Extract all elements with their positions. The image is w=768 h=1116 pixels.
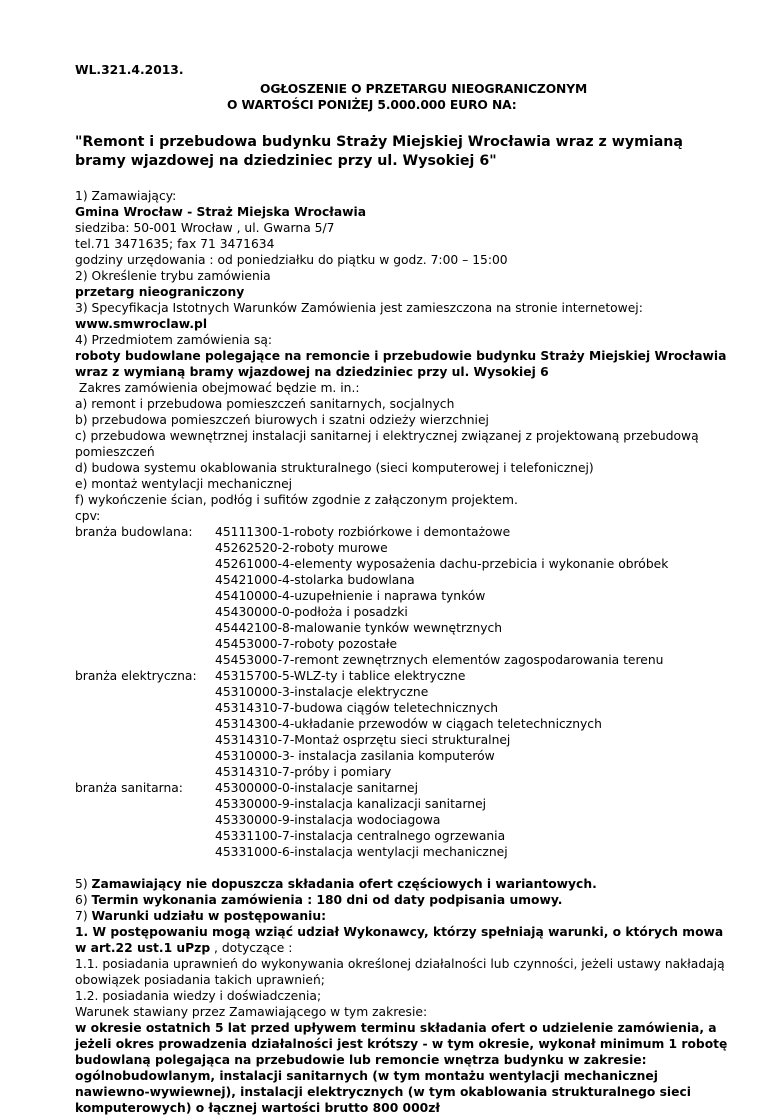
cpv-label: cpv: [75,509,101,523]
scope-item: e) montaż wentylacji mechanicznej [75,477,293,491]
condition-requirement: w okresie ostatnich 5 lat przed upływem terminu składania ofert o udzielenie zamówienia, a jeżeli okres prowadzenia działalności jest krótszy - w tym okresie, wykonał minimum 1 robotę budowlaną polegająca na przebudowie lub remoncie wnętrza budynku w zakresie: ogólnobudowlanym, instalacji sanitarnych (w tym montażu wentylacji mechanicznej nawiewno-wywiewnej), instalacji elektrycznych (w tym okablowania strukturalnego sieci komputerowych) o łącznej wartości brutto 800 000zł [75,1021,728,1115]
cpv-code: 45442100-8-malowanie tynków wewnętrznych [215,621,503,635]
section-4-heading: 4) Przedmiotem zamówienia są: [75,333,273,347]
cpv-code: 45331000-6-instalacja wentylacji mechanicznej [215,845,508,859]
cpv-code: 45314310-7-próby i pomiary [215,765,392,779]
cpv-code: 45261000-4-elementy wyposażenia dachu-przebicia i wykonanie obróbek [215,557,669,571]
condition-1-1: 1.1. posiadania uprawnień do wykonywania określonej działalności lub czynności, jeżeli ustawy nakładają obowiązek posiadania takich uprawnień; [75,957,725,987]
document-number: WL.321.4.2013. [75,63,184,77]
announcement-heading-line2: O WARTOŚCI PONIŻEJ 5.000.000 EURO NA: [227,98,517,112]
cpv-code: 45410000-4-uzupełnienie i naprawa tynków [215,589,486,603]
section-6 [75,892,735,908]
document-page [75,62,735,1116]
section-5-number: 5) [75,877,92,891]
cpv-code: 45421000-4-stolarka budowlana [215,573,415,587]
section-7-heading: Warunki udziału w postępowaniu: [91,909,327,923]
cpv-code: 45315700-5-WLZ-ty i tablice elektryczne [215,669,466,683]
cpv-group-sanitarna [75,780,735,860]
scope-item: d) budowa systemu okablowania strukturalnego (sieci komputerowej i telefonicznej) [75,461,594,475]
condition-requirement-intro: Warunek stawiany przez Zamawiającego w tym zakresie: [75,1005,428,1019]
cpv-code: 45453000-7-remont zewnętrznych elementów zagospodarowania terenu [215,653,664,667]
cpv-group-elektryczna [75,668,735,780]
completion-deadline: Termin wykonania zamówienia : 180 dni od daty podpisania umowy. [91,893,563,907]
participation-condition-intro: 1. W postępowaniu mogą wziąć udział Wykonawcy, którzy spełniają warunki, o których mowa w art.22 ust.1 uPzp [75,925,724,955]
cpv-code: 45330000-9-instalacja wodociagowa [215,813,441,827]
section-6-number: 6) [75,893,92,907]
cpv-code: 45111300-1-roboty rozbiórkowe i demontażowe [215,525,511,539]
contract-subject: roboty budowlane polegające na remoncie i przebudowie budynku Straży Miejskiej Wrocławia wraz z wymianą bramy wjazdowej na dziedziniec przy ul. Wysokiej 6 [75,349,727,379]
section-5 [75,876,735,892]
section-3 [75,300,735,332]
cpv-code: 45310000-3-instalacje elektryczne [215,685,429,699]
cpv-group-label: branża sanitarna: [75,781,183,795]
cpv-group-label: branża elektryczna: [75,669,197,683]
cpv-code: 45310000-3- instalacja zasilania komputerów [215,749,495,763]
cpv-code: 45314310-7-budowa ciągów teletechnicznych [215,701,499,715]
scope-list [75,396,735,508]
scope-item: f) wykończenie ścian, podłóg i sufitów zgodnie z załączonym projektem. [75,493,518,507]
cpv-code: 45330000-9-instalacja kanalizacji sanitarnej [215,797,487,811]
scope-item: c) przebudowa wewnętrznej instalacji sanitarnej i elektrycznej związanej z projektowaną przebudową pomieszczeń [75,429,699,459]
website-link[interactable]: www.smwroclaw.pl [75,317,208,331]
cpv-group-budowlana [75,524,735,668]
participation-condition-suffix: , dotyczące : [210,941,293,955]
section-7-number: 7) [75,909,92,923]
scope-item: a) remont i przebudowa pomieszczeń sanitarnych, socjalnych [75,397,455,411]
document-title: "Remont i przebudowa budynku Straży Miejskiej Wrocławia wraz z wymianą bramy wjazdowej na dziedziniec przy ul. Wysokiej 6" [75,134,683,169]
office-hours: godziny urzędowania : od poniedziałku do piątku w godz. 7:00 – 15:00 [75,253,508,267]
section-2-heading: 2) Określenie trybu zamówienia [75,269,271,283]
procedure-type: przetarg nieograniczony [75,285,245,299]
cpv-code: 45314300-4-układanie przewodów w ciągach teletechnicznych [215,717,602,731]
cpv-code: 45314310-7-Montaż osprzętu sieci strukturalnej [215,733,511,747]
no-partial-offers-notice: Zamawiający nie dopuszcza składania ofert częściowych i wariantowych. [91,877,597,891]
cpv-code: 45300000-0-instalacje sanitarnej [215,781,418,795]
section-3-heading: 3) Specyfikacja Istotnych Warunków Zamówienia jest zamieszczona na stronie internetowej: [75,301,643,315]
section-7 [75,908,735,1116]
cpv-code: 45453000-7-roboty pozostałe [215,637,398,651]
condition-1-2: 1.2. posiadania wiedzy i doświadczenia; [75,989,322,1003]
section-1-heading: 1) Zamawiający: [75,189,177,203]
cpv-code: 45262520-2-roboty murowe [215,541,388,555]
section-4 [75,332,735,860]
scope-intro: Zakres zamówienia obejmować będzie m. in.: [75,381,360,395]
section-1 [75,188,735,268]
scope-item: b) przebudowa pomieszczeń biurowych i szatni odzieży wierzchniej [75,413,489,427]
section-2 [75,268,735,300]
announcement-heading-line1: OGŁOSZENIE O PRZETARGU NIEOGRANICZONYM [260,82,588,96]
cpv-code: 45430000-0-podłoża i posadzki [215,605,408,619]
contracting-authority-address: siedziba: 50-001 Wrocław , ul. Gwarna 5/7 [75,221,335,235]
cpv-code: 45331100-7-instalacja centralnego ogrzewania [215,829,506,843]
cpv-group-label: branża budowlana: [75,525,193,539]
contracting-authority-name: Gmina Wrocław - Straż Miejska Wrocławia [75,205,366,219]
contracting-authority-phone: tel.71 3471635; fax 71 3471634 [75,237,275,251]
